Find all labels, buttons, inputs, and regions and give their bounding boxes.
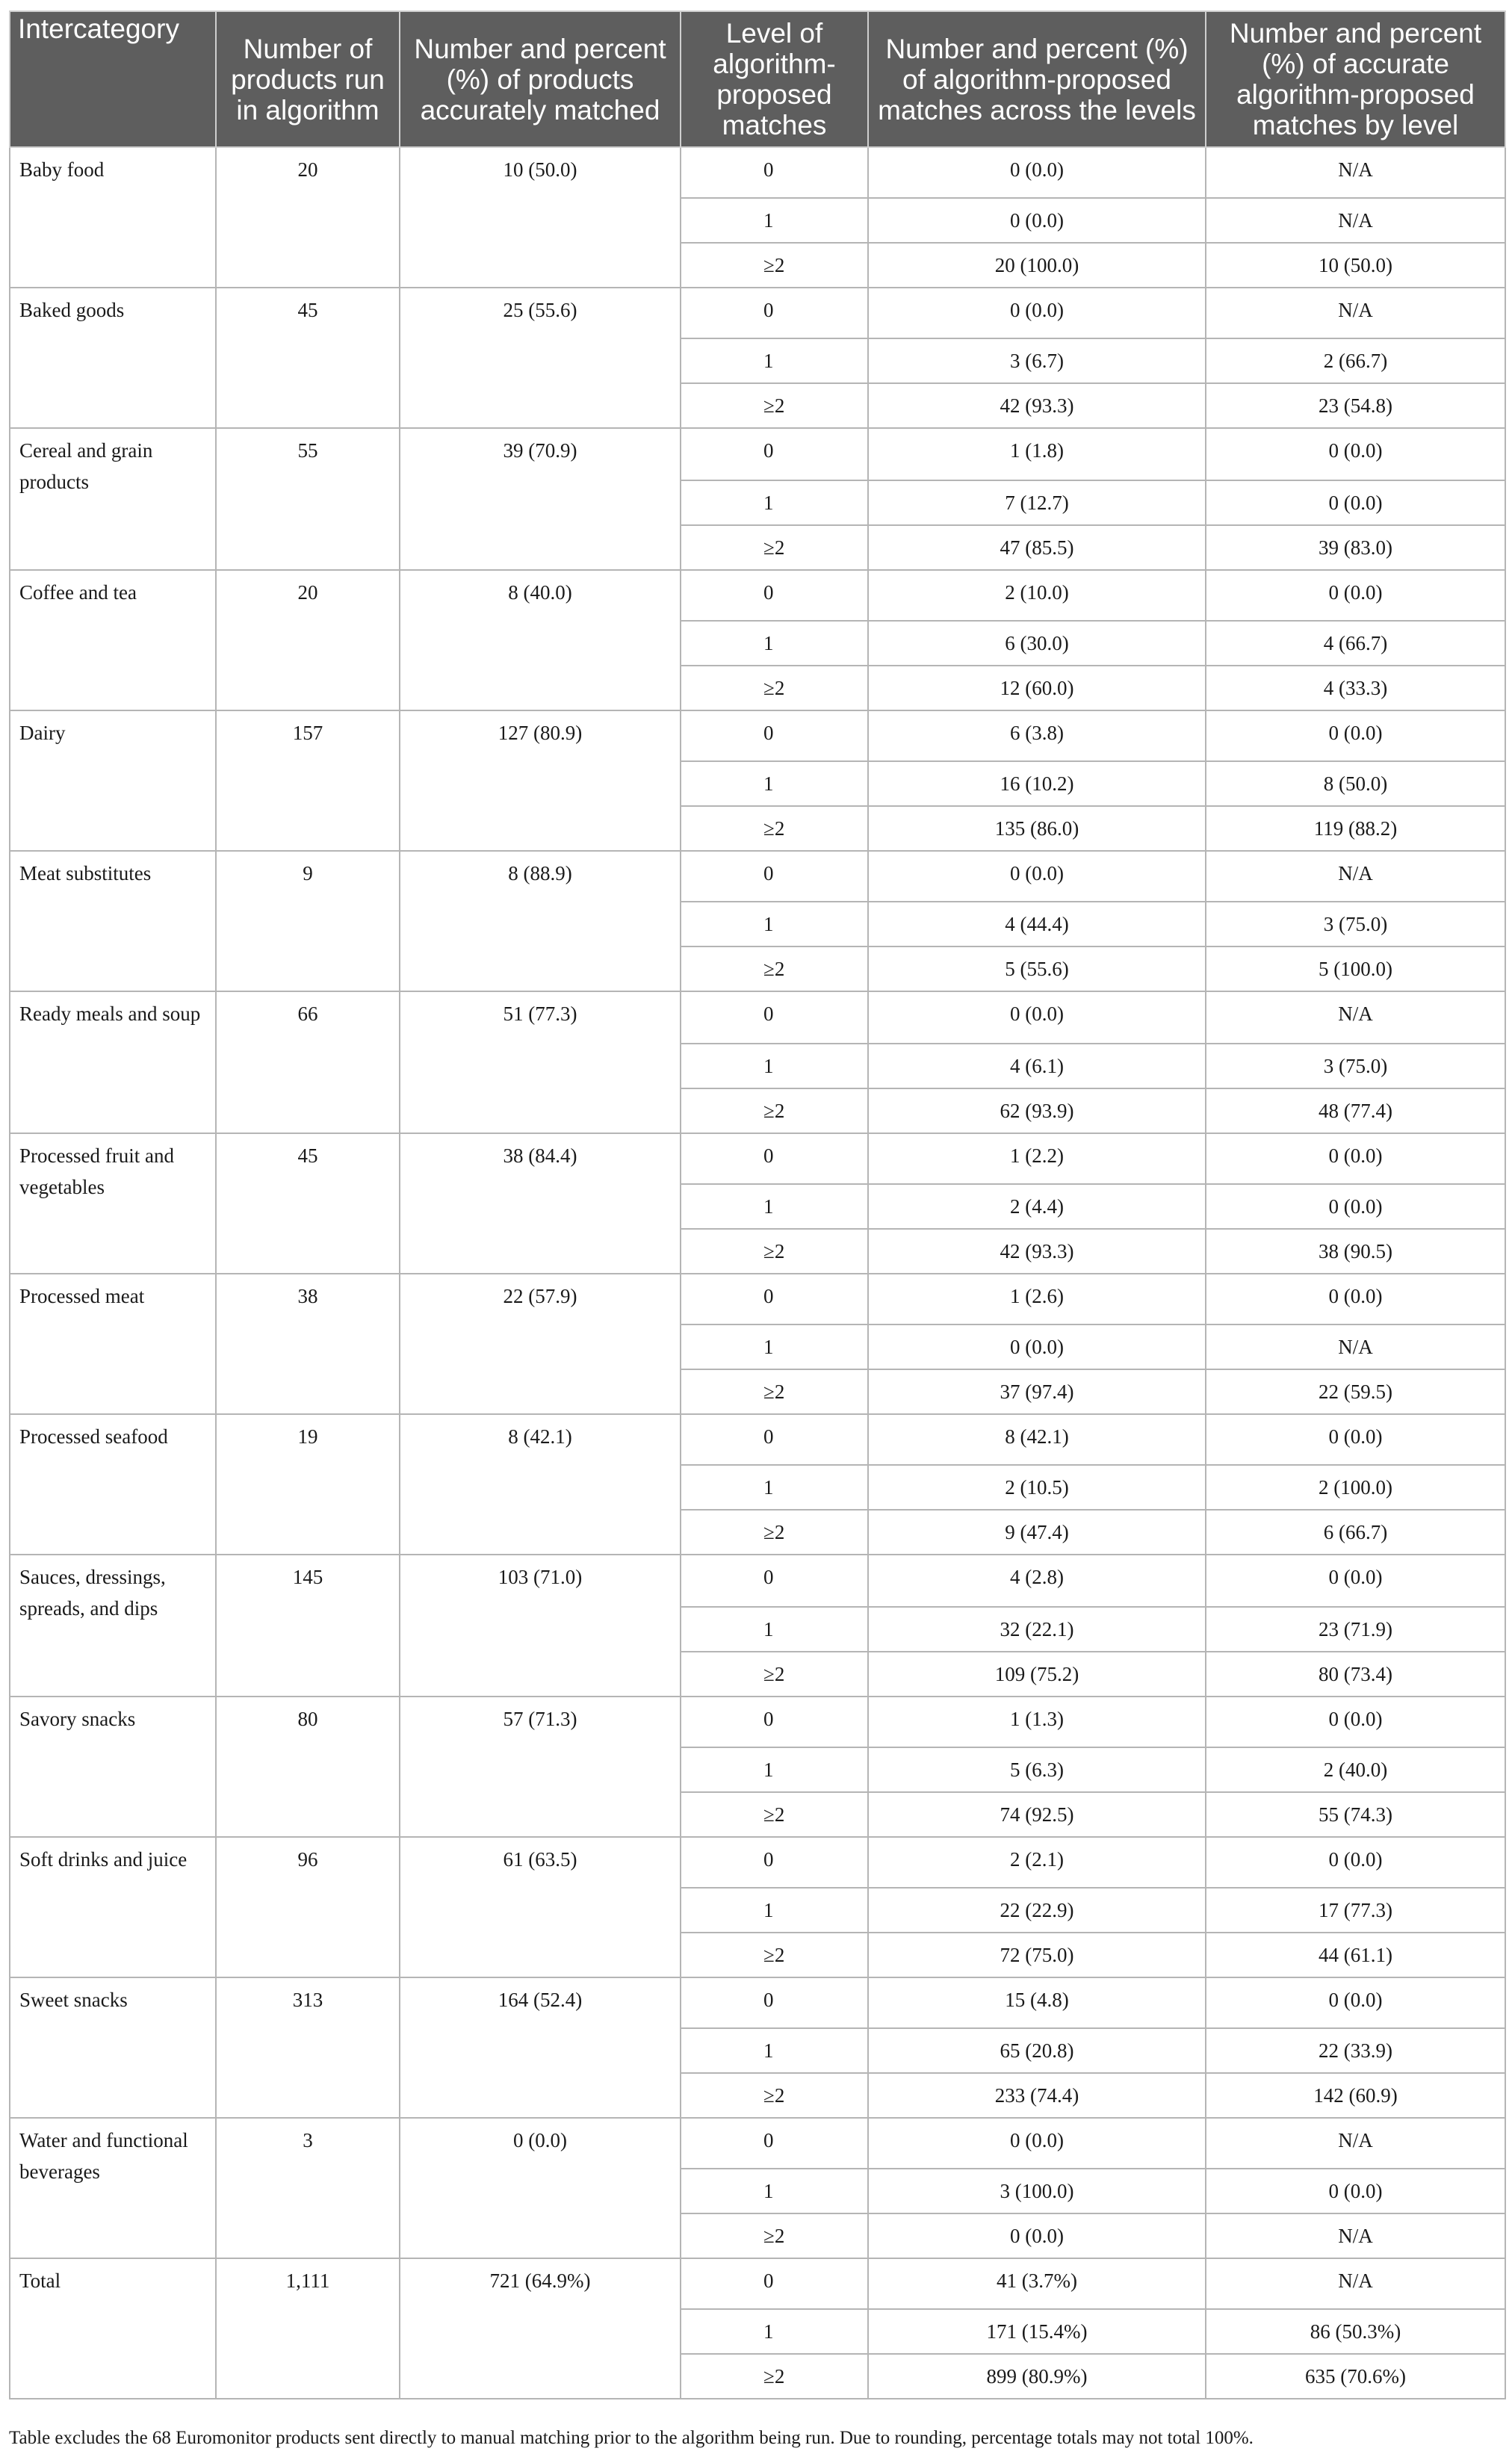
products-run-cell: 9	[216, 851, 400, 991]
table-row	[10, 851, 1505, 902]
products-run-cell: 55	[216, 428, 400, 570]
accurate-by-level-cell: 39 (83.0)	[1206, 525, 1505, 570]
matches-across-levels-cell: 0 (0.0)	[868, 147, 1206, 198]
accurate-by-level-cell: N/A	[1206, 147, 1505, 198]
accurate-by-level-cell: 0 (0.0)	[1206, 428, 1505, 480]
category-cell: Ready meals and soup	[10, 991, 216, 1133]
matches-across-levels-cell: 42 (93.3)	[868, 383, 1206, 428]
accurate-by-level-cell: 4 (33.3)	[1206, 666, 1505, 710]
match-level-cell: 1	[681, 2028, 868, 2073]
accurate-by-level-cell: 0 (0.0)	[1206, 480, 1505, 525]
table-body	[10, 147, 1505, 2399]
accurate-by-level-cell: 0 (0.0)	[1206, 1133, 1505, 1184]
match-level-cell: 1	[681, 1465, 868, 1510]
accurate-by-level-cell: N/A	[1206, 1324, 1505, 1369]
matches-across-levels-cell: 1 (2.6)	[868, 1274, 1206, 1324]
accurate-by-level-cell: N/A	[1206, 2118, 1505, 2169]
matches-across-levels-cell: 135 (86.0)	[868, 806, 1206, 851]
accurate-by-level-cell: N/A	[1206, 288, 1505, 338]
products-matched-cell: 22 (57.9)	[400, 1274, 681, 1414]
accurate-by-level-cell: 80 (73.4)	[1206, 1652, 1505, 1697]
match-level-cell: ≥2	[681, 1652, 868, 1697]
matches-across-levels-cell: 16 (10.2)	[868, 761, 1206, 806]
match-level-cell: 1	[681, 1607, 868, 1652]
matches-across-levels-cell: 42 (93.3)	[868, 1229, 1206, 1274]
accurate-by-level-cell: 0 (0.0)	[1206, 1184, 1505, 1229]
match-level-cell: 1	[681, 1044, 868, 1088]
match-level-cell: 0	[681, 1274, 868, 1324]
match-level-cell: 0	[681, 1837, 868, 1888]
matches-across-levels-cell: 2 (4.4)	[868, 1184, 1206, 1229]
matches-across-levels-cell: 1 (2.2)	[868, 1133, 1206, 1184]
products-run-cell: 38	[216, 1274, 400, 1414]
products-matched-cell: 39 (70.9)	[400, 428, 681, 570]
accurate-by-level-cell: 0 (0.0)	[1206, 1274, 1505, 1324]
matches-across-levels-cell: 171 (15.4%)	[868, 2309, 1206, 2354]
table-row	[10, 1977, 1505, 2028]
matches-across-levels-cell: 62 (93.9)	[868, 1088, 1206, 1133]
products-matched-cell: 8 (42.1)	[400, 1414, 681, 1555]
products-run-cell: 313	[216, 1977, 400, 2118]
accurate-by-level-cell: 635 (70.6%)	[1206, 2354, 1505, 2399]
matches-across-levels-cell: 5 (6.3)	[868, 1747, 1206, 1792]
match-level-cell: 0	[681, 1133, 868, 1184]
matches-across-levels-cell: 233 (74.4)	[868, 2073, 1206, 2118]
match-level-cell: 0	[681, 991, 868, 1044]
products-matched-cell: 61 (63.5)	[400, 1837, 681, 1977]
matches-across-levels-cell: 4 (2.8)	[868, 1555, 1206, 1607]
match-level-cell: ≥2	[681, 1933, 868, 1977]
accurate-by-level-cell: 48 (77.4)	[1206, 1088, 1505, 1133]
products-matched-cell: 51 (77.3)	[400, 991, 681, 1133]
products-run-cell: 66	[216, 991, 400, 1133]
match-level-cell: 0	[681, 570, 868, 621]
accurate-by-level-cell: N/A	[1206, 2213, 1505, 2258]
products-run-cell: 96	[216, 1837, 400, 1977]
table-footnote: Table excludes the 68 Euromonitor products sent directly to manual matching prior to the algorithm being run. Due to rounding, percentage totals may not total 100%.	[9, 2428, 1254, 2448]
category-cell: Baby food	[10, 147, 216, 288]
accurate-by-level-cell: N/A	[1206, 851, 1505, 902]
accurate-by-level-cell: 23 (54.8)	[1206, 383, 1505, 428]
match-level-cell: ≥2	[681, 1088, 868, 1133]
match-level-cell: 0	[681, 2258, 868, 2309]
products-run-cell: 1,111	[216, 2258, 400, 2399]
accurate-by-level-cell: 44 (61.1)	[1206, 1933, 1505, 1977]
products-run-cell: 45	[216, 1133, 400, 1274]
table-row	[10, 570, 1505, 621]
table-row	[10, 2118, 1505, 2169]
table-row	[10, 1697, 1505, 1747]
match-level-cell: 0	[681, 1414, 868, 1465]
match-level-cell: 1	[681, 1184, 868, 1229]
match-level-cell: 1	[681, 2169, 868, 2213]
match-level-cell: 1	[681, 1747, 868, 1792]
header-products-matched: Number and percent (%) of products accurately matched	[400, 11, 681, 147]
match-level-cell: ≥2	[681, 383, 868, 428]
header-row	[10, 11, 1505, 147]
category-cell: Meat substitutes	[10, 851, 216, 991]
match-level-cell: 1	[681, 621, 868, 666]
header-matches-across-levels: Number and percent (%) of algorithm-proposed matches across the levels	[868, 11, 1206, 147]
match-level-cell: 0	[681, 147, 868, 198]
category-cell: Processed seafood	[10, 1414, 216, 1555]
matches-across-levels-cell: 0 (0.0)	[868, 288, 1206, 338]
matches-across-levels-cell: 2 (10.5)	[868, 1465, 1206, 1510]
accurate-by-level-cell: 55 (74.3)	[1206, 1792, 1505, 1837]
matches-across-levels-cell: 3 (6.7)	[868, 338, 1206, 383]
matches-across-levels-cell: 3 (100.0)	[868, 2169, 1206, 2213]
matches-across-levels-cell: 1 (1.3)	[868, 1697, 1206, 1747]
category-cell: Baked goods	[10, 288, 216, 428]
table-row	[10, 1133, 1505, 1184]
accurate-by-level-cell: 23 (71.9)	[1206, 1607, 1505, 1652]
matches-across-levels-cell: 47 (85.5)	[868, 525, 1206, 570]
accurate-by-level-cell: 4 (66.7)	[1206, 621, 1505, 666]
accurate-by-level-cell: 142 (60.9)	[1206, 2073, 1505, 2118]
accurate-by-level-cell: 0 (0.0)	[1206, 1837, 1505, 1888]
accurate-by-level-cell: 38 (90.5)	[1206, 1229, 1505, 1274]
match-level-cell: 1	[681, 2309, 868, 2354]
matches-across-levels-cell: 41 (3.7%)	[868, 2258, 1206, 2309]
matches-across-levels-cell: 0 (0.0)	[868, 991, 1206, 1044]
table-container	[9, 10, 1505, 2399]
category-cell: Dairy	[10, 710, 216, 851]
matches-across-levels-cell: 0 (0.0)	[868, 2213, 1206, 2258]
table-row	[10, 147, 1505, 198]
header-products-run: Number of products run in algorithm	[216, 11, 400, 147]
products-matched-cell: 103 (71.0)	[400, 1555, 681, 1697]
table-row	[10, 991, 1505, 1044]
match-level-cell: ≥2	[681, 2213, 868, 2258]
table-row	[10, 1414, 1505, 1465]
accurate-by-level-cell: 22 (59.5)	[1206, 1369, 1505, 1414]
accurate-by-level-cell: 0 (0.0)	[1206, 1697, 1505, 1747]
category-cell: Sauces, dressings, spreads, and dips	[10, 1555, 216, 1697]
products-matched-cell: 164 (52.4)	[400, 1977, 681, 2118]
matches-across-levels-cell: 72 (75.0)	[868, 1933, 1206, 1977]
match-level-cell: 1	[681, 1324, 868, 1369]
match-level-cell: 1	[681, 480, 868, 525]
match-level-cell: 0	[681, 1697, 868, 1747]
accurate-by-level-cell: N/A	[1206, 198, 1505, 243]
match-level-cell: ≥2	[681, 666, 868, 710]
matches-across-levels-cell: 2 (10.0)	[868, 570, 1206, 621]
match-level-cell: 0	[681, 2118, 868, 2169]
match-level-cell: ≥2	[681, 1792, 868, 1837]
category-cell: Cereal and grain products	[10, 428, 216, 570]
matches-across-levels-cell: 20 (100.0)	[868, 243, 1206, 288]
accurate-by-level-cell: 0 (0.0)	[1206, 2169, 1505, 2213]
match-level-cell: ≥2	[681, 2354, 868, 2399]
match-level-cell: 0	[681, 851, 868, 902]
matches-across-levels-cell: 6 (30.0)	[868, 621, 1206, 666]
accurate-by-level-cell: 17 (77.3)	[1206, 1888, 1505, 1933]
match-level-cell: ≥2	[681, 525, 868, 570]
category-cell: Savory snacks	[10, 1697, 216, 1837]
accurate-by-level-cell: 2 (100.0)	[1206, 1465, 1505, 1510]
table-row	[10, 428, 1505, 480]
matches-across-levels-cell: 74 (92.5)	[868, 1792, 1206, 1837]
matches-across-levels-cell: 15 (4.8)	[868, 1977, 1206, 2028]
matches-across-levels-cell: 5 (55.6)	[868, 946, 1206, 991]
products-matched-cell: 38 (84.4)	[400, 1133, 681, 1274]
accurate-by-level-cell: 5 (100.0)	[1206, 946, 1505, 991]
accurate-by-level-cell: 0 (0.0)	[1206, 570, 1505, 621]
table-row	[10, 2258, 1505, 2309]
matches-across-levels-cell: 32 (22.1)	[868, 1607, 1206, 1652]
matches-across-levels-cell: 4 (44.4)	[868, 902, 1206, 946]
accurate-by-level-cell: 2 (40.0)	[1206, 1747, 1505, 1792]
accurate-by-level-cell: 22 (33.9)	[1206, 2028, 1505, 2073]
header-accurate-by-level: Number and percent (%) of accurate algorithm-proposed matches by level	[1206, 11, 1505, 147]
header-intercategory: Intercategory	[10, 11, 216, 147]
match-level-cell: ≥2	[681, 1369, 868, 1414]
accurate-by-level-cell: 86 (50.3%)	[1206, 2309, 1505, 2354]
matches-across-levels-cell: 7 (12.7)	[868, 480, 1206, 525]
match-level-cell: 0	[681, 428, 868, 480]
accurate-by-level-cell: 10 (50.0)	[1206, 243, 1505, 288]
matches-across-levels-cell: 9 (47.4)	[868, 1510, 1206, 1555]
products-matched-cell: 0 (0.0)	[400, 2118, 681, 2258]
match-level-cell: 0	[681, 1977, 868, 2028]
table-row	[10, 1837, 1505, 1888]
products-matched-cell: 10 (50.0)	[400, 147, 681, 288]
matches-across-levels-cell: 4 (6.1)	[868, 1044, 1206, 1088]
match-level-cell: 1	[681, 902, 868, 946]
accurate-by-level-cell: N/A	[1206, 991, 1505, 1044]
matches-across-levels-cell: 0 (0.0)	[868, 2118, 1206, 2169]
accurate-by-level-cell: 8 (50.0)	[1206, 761, 1505, 806]
products-run-cell: 20	[216, 570, 400, 710]
match-level-cell: ≥2	[681, 1510, 868, 1555]
accurate-by-level-cell: 6 (66.7)	[1206, 1510, 1505, 1555]
accurate-by-level-cell: 3 (75.0)	[1206, 1044, 1505, 1088]
category-cell: Water and functional beverages	[10, 2118, 216, 2258]
accurate-by-level-cell: 3 (75.0)	[1206, 902, 1505, 946]
accurate-by-level-cell: 0 (0.0)	[1206, 1414, 1505, 1465]
match-level-cell: 0	[681, 710, 868, 761]
matches-across-levels-cell: 8 (42.1)	[868, 1414, 1206, 1465]
products-matched-cell: 25 (55.6)	[400, 288, 681, 428]
table-row	[10, 1274, 1505, 1324]
matches-across-levels-cell: 899 (80.9%)	[868, 2354, 1206, 2399]
matches-across-levels-cell: 2 (2.1)	[868, 1837, 1206, 1888]
matches-across-levels-cell: 22 (22.9)	[868, 1888, 1206, 1933]
category-cell: Processed meat	[10, 1274, 216, 1414]
match-level-cell: 0	[681, 1555, 868, 1607]
header-match-level: Level of algorithm-proposed matches	[681, 11, 868, 147]
accurate-by-level-cell: 0 (0.0)	[1206, 710, 1505, 761]
products-matched-cell: 57 (71.3)	[400, 1697, 681, 1837]
matches-across-levels-cell: 0 (0.0)	[868, 851, 1206, 902]
category-cell: Soft drinks and juice	[10, 1837, 216, 1977]
match-level-cell: ≥2	[681, 806, 868, 851]
category-cell: Sweet snacks	[10, 1977, 216, 2118]
products-run-cell: 157	[216, 710, 400, 851]
accurate-by-level-cell: 119 (88.2)	[1206, 806, 1505, 851]
products-matched-cell: 8 (88.9)	[400, 851, 681, 991]
match-level-cell: 0	[681, 288, 868, 338]
accurate-by-level-cell: 0 (0.0)	[1206, 1977, 1505, 2028]
table-row	[10, 710, 1505, 761]
match-level-cell: ≥2	[681, 1229, 868, 1274]
products-run-cell: 145	[216, 1555, 400, 1697]
match-level-cell: 1	[681, 1888, 868, 1933]
results-table	[9, 10, 1506, 2399]
category-cell: Total	[10, 2258, 216, 2399]
matches-across-levels-cell: 0 (0.0)	[868, 198, 1206, 243]
products-run-cell: 3	[216, 2118, 400, 2258]
match-level-cell: ≥2	[681, 946, 868, 991]
match-level-cell: 1	[681, 761, 868, 806]
matches-across-levels-cell: 12 (60.0)	[868, 666, 1206, 710]
matches-across-levels-cell: 1 (1.8)	[868, 428, 1206, 480]
products-matched-cell: 721 (64.9%)	[400, 2258, 681, 2399]
products-matched-cell: 127 (80.9)	[400, 710, 681, 851]
accurate-by-level-cell: 2 (66.7)	[1206, 338, 1505, 383]
matches-across-levels-cell: 6 (3.8)	[868, 710, 1206, 761]
accurate-by-level-cell: N/A	[1206, 2258, 1505, 2309]
products-run-cell: 80	[216, 1697, 400, 1837]
products-matched-cell: 8 (40.0)	[400, 570, 681, 710]
matches-across-levels-cell: 65 (20.8)	[868, 2028, 1206, 2073]
match-level-cell: ≥2	[681, 2073, 868, 2118]
match-level-cell: 1	[681, 338, 868, 383]
accurate-by-level-cell: 0 (0.0)	[1206, 1555, 1505, 1607]
category-cell: Coffee and tea	[10, 570, 216, 710]
products-run-cell: 20	[216, 147, 400, 288]
products-run-cell: 45	[216, 288, 400, 428]
matches-across-levels-cell: 109 (75.2)	[868, 1652, 1206, 1697]
matches-across-levels-cell: 37 (97.4)	[868, 1369, 1206, 1414]
match-level-cell: ≥2	[681, 243, 868, 288]
match-level-cell: 1	[681, 198, 868, 243]
category-cell: Processed fruit and vegetables	[10, 1133, 216, 1274]
matches-across-levels-cell: 0 (0.0)	[868, 1324, 1206, 1369]
products-run-cell: 19	[216, 1414, 400, 1555]
table-row	[10, 1555, 1505, 1607]
table-row	[10, 288, 1505, 338]
